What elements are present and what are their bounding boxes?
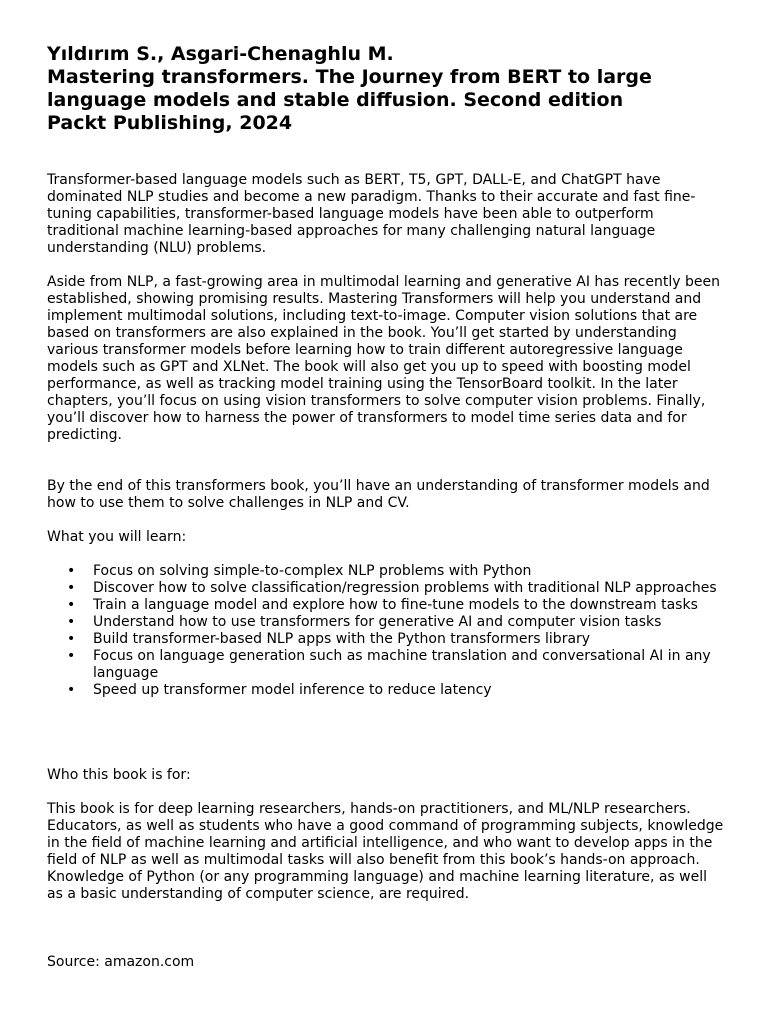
conclusion-paragraph-block: [47, 478, 727, 512]
book-title-line-2: language models and stable diffusion. Second edition: [47, 89, 624, 111]
list-item: [47, 563, 723, 580]
learn-list: [47, 563, 727, 699]
list-item-text: Focus on language generation such as machine translation and conversational AI in any language: [93, 648, 711, 681]
audience-paragraph: This book is for deep learning researchers, hands-on practitioners, and ML/NLP researchers. Educators, as well as students who have a good command of programming subjects, knowledge in the field of machine learning and artificial intelligence, and who want to develop apps in the field of NLP as well as multimodal tasks will also benefit from this book’s hands-on approach. Knowledge of Python (or any programming language) and machine learning literature, as well as a basic understanding of computer science, are required.: [47, 801, 724, 902]
list-item-text: Build transformer-based NLP apps with the Python transformers library: [93, 631, 591, 647]
audience-paragraph-block: [47, 801, 727, 903]
bullet-icon: •: [67, 631, 76, 647]
audience-heading-block: [47, 767, 727, 784]
intro-paragraph-block: [47, 172, 727, 257]
document-header: [47, 43, 727, 135]
bullet-icon: •: [67, 597, 76, 613]
intro-paragraph: Transformer-based language models such as BERT, T5, GPT, DALL-E, and ChatGPT have dominated NLP studies and become a new paradigm. Thanks to their accurate and fast fine-tuning capabilities, transformer-based language models have been able to outperform traditional machine learning-based approaches for many challenging natural language understanding (NLU) problems.: [47, 172, 696, 256]
multimodal-paragraph-block: [47, 274, 727, 444]
list-item: [47, 682, 723, 699]
bullet-icon: •: [67, 648, 76, 664]
source-line: Source: amazon.com: [47, 954, 195, 970]
list-item: [47, 648, 723, 682]
learn-heading: What you will learn:: [47, 529, 187, 545]
multimodal-paragraph: Aside from NLP, a fast-growing area in multimodal learning and generative AI has recently been established, showing promising results. Mastering Transformers will help you understand and implement multimodal solutions, including text-to-image. Computer vision solutions that are based on transformers are also explained in the book. You’ll get started by understanding various transformer models before learning how to train different autoregressive language models such as GPT and XLNet. The book will also get you up to speed with boosting model performance, as well as tracking model training using the TensorBoard toolkit. In the later chapters, you’ll focus on using vision transformers to solve computer vision problems. Finally, you’ll discover how to harness the power of transformers to model time series data and for predicting.: [47, 274, 720, 443]
bullet-icon: •: [67, 682, 76, 698]
list-item-text: Focus on solving simple-to-complex NLP problems with Python: [93, 563, 532, 579]
list-item-text: Train a language model and explore how to fine-tune models to the downstream tasks: [93, 597, 698, 613]
list-item: [47, 631, 723, 648]
list-item-text: Discover how to solve classification/regression problems with traditional NLP approaches: [93, 580, 717, 596]
book-title-line-1: Mastering transformers. The Journey from BERT to large: [47, 66, 652, 88]
list-item-text: Understand how to use transformers for generative AI and computer vision tasks: [93, 614, 662, 630]
list-item: [47, 614, 723, 631]
authors-line: Yıldırım S., Asgari-Chenaghlu M.: [47, 43, 394, 65]
bullet-icon: •: [67, 580, 76, 596]
learn-list-block: [47, 563, 727, 699]
bullet-icon: •: [67, 563, 76, 579]
conclusion-paragraph: By the end of this transformers book, you’ll have an understanding of transformer models and how to use them to solve challenges in NLP and CV.: [47, 478, 710, 511]
publisher-line: Packt Publishing, 2024: [47, 112, 293, 134]
learn-heading-block: [47, 529, 727, 546]
bullet-icon: •: [67, 614, 76, 630]
source-line-block: [47, 954, 727, 971]
list-item: [47, 597, 723, 614]
list-item-text: Speed up transformer model inference to reduce latency: [93, 682, 492, 698]
audience-heading: Who this book is for:: [47, 767, 191, 783]
list-item: [47, 580, 723, 597]
